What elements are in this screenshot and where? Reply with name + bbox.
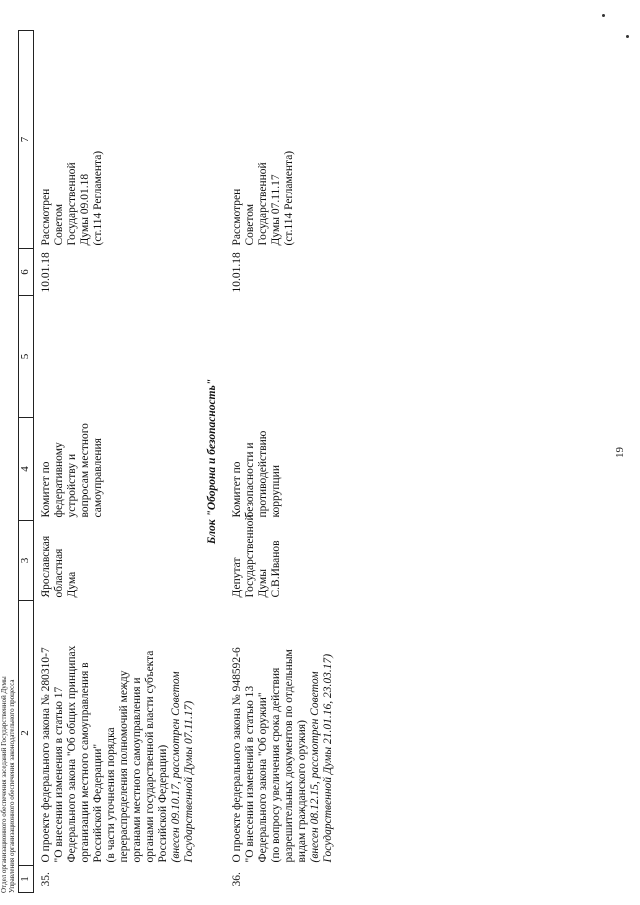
bill-line: Российской Федерации" <box>92 743 104 863</box>
block-title: Блок "Оборона и безопасность" <box>206 378 218 545</box>
bill-line: (по вопросу увеличения срока действия <box>270 667 282 863</box>
author-line: Ярославская <box>40 535 52 598</box>
bill-line: "О внесении изменений в статью 13 <box>244 685 256 863</box>
column-number: 1 <box>19 866 34 893</box>
bill-note-line: (внесен 08.12.15, рассмотрен Советом <box>309 671 321 863</box>
footer-line: Управления организационного обеспечения законодательного процесса <box>8 679 16 893</box>
status <box>34 31 201 249</box>
bill-line: органами местного самоуправления и <box>131 677 143 863</box>
row-number: 36. <box>231 872 243 887</box>
date-cell: 10.01.18 <box>231 252 243 293</box>
author-line: С.В.Иванов <box>270 540 282 598</box>
committee-line: коррупции <box>270 465 282 518</box>
column-number: 6 <box>19 249 34 296</box>
committee-line: вопросам местного <box>79 423 91 518</box>
status-line: Думы 07.11.17 <box>270 174 282 246</box>
page-number: 19 <box>614 447 626 458</box>
status <box>225 31 339 249</box>
bill-line: разрешительных документов по отдельным <box>283 649 295 863</box>
bill-line: Федерального закона "Об оружии" <box>257 692 269 863</box>
column-5-cell <box>34 296 201 418</box>
author-line: Думы <box>257 569 269 598</box>
committee-line: Комитет по <box>231 461 243 518</box>
status-line: Рассмотрен <box>40 188 52 246</box>
status-line: Рассмотрен <box>231 188 243 246</box>
bill-line: организации местного самоуправления в <box>79 662 91 863</box>
status-line: (ст.114 Регламента) <box>283 150 295 246</box>
stray-mark <box>626 35 629 38</box>
author-line: Государственной <box>244 514 256 598</box>
committee-line: федеративному <box>53 442 65 518</box>
status-line: Советом <box>53 203 65 246</box>
bill-note-line: (внесен 09.10.17, рассмотрен Советом <box>170 671 182 863</box>
table-row <box>34 31 201 893</box>
bill-line: "О внесении изменения в статью 17 <box>53 686 65 863</box>
committee-line: противодействию <box>257 430 269 518</box>
footer <box>0 676 16 893</box>
bill-line: О проекте федерального закона № 948592-6 <box>231 647 243 863</box>
status-line: Государственной <box>66 162 78 246</box>
committee-line: Комитет по <box>40 461 52 518</box>
bill-line: органами государственной власти субъекта <box>144 650 156 863</box>
status-line: Думы 09.01.18 <box>79 173 91 246</box>
column-number-header <box>19 31 34 893</box>
footer-line: Отдел организационного обеспечения заседаний Государственной Думы <box>0 676 8 893</box>
column-number: 3 <box>19 521 34 601</box>
column-number: 5 <box>19 296 34 418</box>
column-number: 2 <box>19 601 34 866</box>
status-line: Советом <box>244 203 256 246</box>
bill-note-line: Государственной Думы 07.11.17) <box>183 700 195 863</box>
column-number: 7 <box>19 31 34 249</box>
column-number: 4 <box>19 418 34 521</box>
table-row <box>225 31 339 893</box>
column-5-cell <box>225 296 339 418</box>
bill-description <box>225 601 339 866</box>
committee <box>225 418 339 521</box>
bill-line: видам гражданского оружия) <box>296 720 308 863</box>
bill-line: О проекте федерального закона № 280310-7 <box>40 647 52 863</box>
author <box>225 514 339 601</box>
bill-description <box>34 601 201 866</box>
author-line: областная Дума <box>53 548 78 598</box>
bill-line: Федерального закона "Об общих принципах <box>66 645 78 863</box>
row-number: 35. <box>40 872 52 887</box>
committee-line: самоуправления <box>92 438 104 518</box>
bill-line: перераспределения полномочий между <box>118 670 130 863</box>
agenda-table <box>18 30 339 893</box>
status-line: Государственной <box>257 162 269 246</box>
committee-line: безопасности и <box>244 442 256 518</box>
date-cell: 10.01.18 <box>40 252 52 293</box>
committee <box>34 418 201 521</box>
stray-mark <box>602 14 605 17</box>
bill-note-line: Государственной Думы 21.01.16, 23.03.17) <box>322 653 334 863</box>
block-title-row <box>200 31 225 893</box>
status-line: (ст.114 Регламента) <box>92 150 104 246</box>
author <box>34 521 201 601</box>
bill-line: (в части уточнения порядка <box>105 727 117 863</box>
author-line: Депутат <box>231 557 243 598</box>
bill-line: Российской Федерации) <box>157 744 169 863</box>
committee-line: устройству и <box>66 453 78 518</box>
